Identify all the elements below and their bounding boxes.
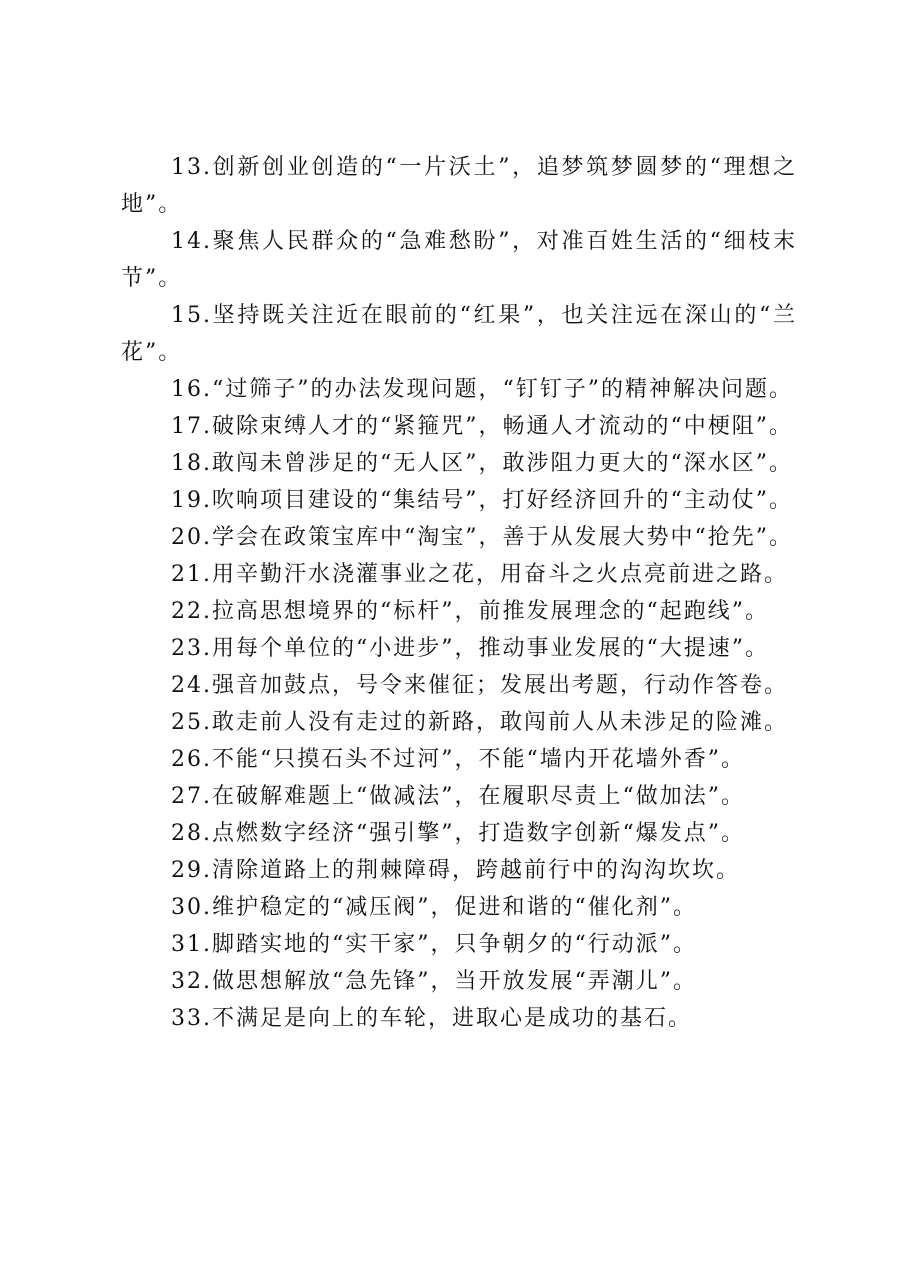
document-body [121, 149, 797, 1037]
list-item-30: 30.维护稳定的“减压阀”，促进和谐的“催化剂”。 [171, 895, 697, 920]
list-item-13: 13.创新创业创造的“一片沃土”，追梦筑梦圆梦的“理想之地”。 [121, 155, 797, 217]
list-item-26: 26.不能“只摸石头不过河”，不能“墙内开花墙外香”。 [171, 747, 745, 772]
list-item-22: 22.拉高思想境界的“标杆”，前推发展理念的“起跑线”。 [171, 599, 769, 624]
list-item-16: 16.“过筛子”的办法发现问题，“钉钉子”的精神解决问题。 [171, 377, 793, 402]
list-item-23: 23.用每个单位的“小进步”，推动事业发展的“大提速”。 [171, 636, 769, 661]
list-item-18: 18.敢闯未曾涉足的“无人区”，敢涉阻力更大的“深水区”。 [171, 451, 793, 476]
list-item-28: 28.点燃数字经济“强引擎”，打造数字创新“爆发点”。 [171, 821, 745, 846]
list-item-27: 27.在破解难题上“做减法”，在履职尽责上“做加法”。 [171, 784, 745, 809]
list-item-15: 15.坚持既关注近在眼前的“红果”，也关注远在深山的“兰花”。 [121, 303, 797, 365]
list-item-25: 25.敢走前人没有走过的新路，敢闯前人从未涉足的险滩。 [171, 710, 788, 735]
list-item-29: 29.清除道路上的荆棘障碍，跨越前行中的沟沟坎坎。 [171, 858, 740, 883]
list-item-14: 14.聚焦人民群众的“急难愁盼”，对准百姓生活的“细枝末节”。 [121, 229, 797, 291]
list-item-21: 21.用辛勤汗水浇灌事业之花，用奋斗之火点亮前进之路。 [171, 562, 788, 587]
list-item-19: 19.吹响项目建设的“集结号”，打好经济回升的“主动仗”。 [171, 488, 793, 513]
list-item-24: 24.强音加鼓点，号令来催征；发展出考题，行动作答卷。 [171, 673, 788, 698]
list-item-17: 17.破除束缚人才的“紧箍咒”，畅通人才流动的“中梗阻”。 [171, 414, 793, 439]
list-item-31: 31.脚踏实地的“实干家”，只争朝夕的“行动派”。 [171, 932, 697, 957]
list-item-33: 33.不满足是向上的车轮，进取心是成功的基石。 [171, 1006, 692, 1031]
list-item-32: 32.做思想解放“急先锋”，当开放发展“弄潮儿”。 [171, 969, 697, 994]
list-item-20: 20.学会在政策宝库中“淘宝”，善于从发展大势中“抢先”。 [171, 525, 793, 550]
